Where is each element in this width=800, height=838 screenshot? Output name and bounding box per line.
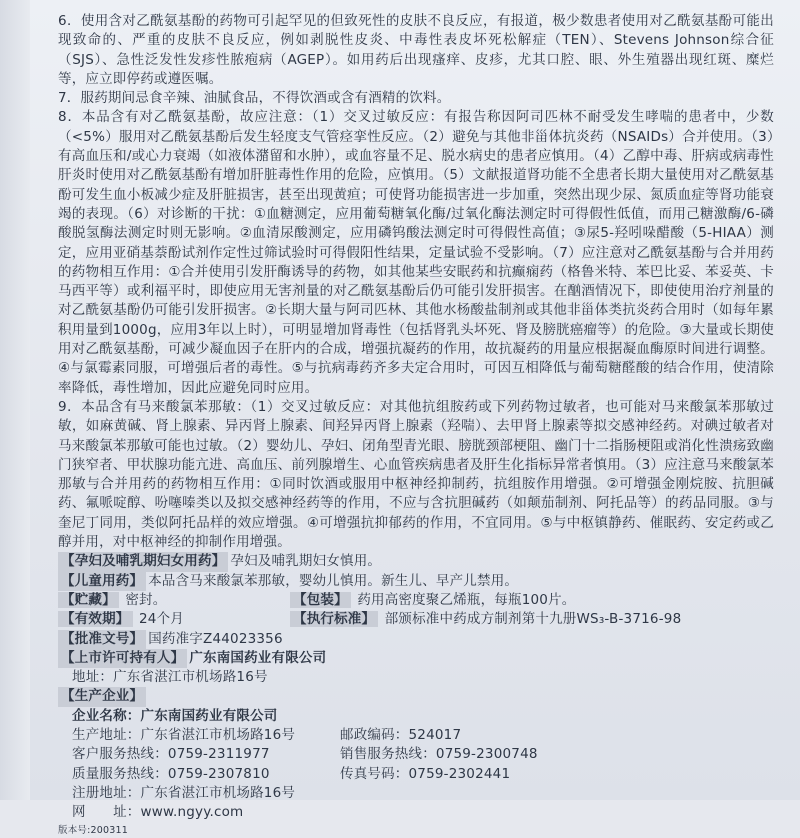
precaution-item-6: 6．使用含对乙酰氨基酚的药物可引起罕见的但致死性的皮肤不良反应，有报道，极少数患者使用对乙酰氨基酚可能出现致命的、严重的皮肤不良反应，例如剥脱性皮炎、中毒性表皮坏死松解症（TEN）、Stevens Johnson综合征（SJS）、急性泛发性发疹性脓疱病（AGEP）。如用药后出现瘙痒、皮疹，尤其口腔、眼、外生殖器出现红斑、糜烂等，应立即停药或遵医嘱。 <box>58 13 774 87</box>
precaution-item-8: 8．本品含有对乙酰氨基酚，故应注意：（1）交叉过敏反应：有报告称因阿司匹林不耐受发生哮喘的患者中，少数（<5%）服用对乙酰氨基酚后发生轻度支气管痉挛性反应。（2）避免与其他非甾体抗炎药（NSAIDs）合并使用。（3）有高血压和/或心力衰竭（如液体潴留和水肿），或血容量不足、脱水病史的患者应慎用。（4）乙醇中毒、肝病或病毒性肝炎时使用对乙酰氨基酚有增加肝脏毒性作用的危险，应慎用。（5）文献报道肾功能不全患者长期大量使用对乙酰氨基酚可发生血小板减少症及肝脏损害，甚至出现黄疸；可使肾功能损害进一步加重，突然出现少尿、氮质血症等肾功能衰竭的表现。（6）对诊断的干扰：①血糖测定，应用葡萄糖氧化酶/过氧化酶法测定时可得假性低值，而用己糖激酶/6-磷酸脱氢酶法测定时则无影响。②血清尿酸测定，应用磷钨酸法测定时可得假性高值；③尿5-羟吲哚醋酸（5-HIAA）测定，应用亚硝基萘酚试剂作定性过筛试验时可得假阳性结果，定量试验不受影响。（7）应注意对乙酰氨基酚与合并用药的药物相互作用：①合并使用引发肝酶诱导的药物，如其他某些安眠药和抗癫痫药（格鲁米特、苯巴比妥、苯妥英、卡马西平等）或利福平时，即使应用无害剂量的对乙酰氨基酚后仍可能引发肝损害。在酗酒情况下，即使使用治疗剂量的对乙酰氨基酚仍可能引发肝损害。②长期大量与阿司匹林、其他水杨酸盐制剂或其他非甾体类抗炎药合用时（如每年累积用量到1000g，应用3年以上时），可明显增加肾毒性（包括肾乳头坏死、肾及膀胱癌瘤等）的危险。③大量或长期使用对乙酰氨基酚，可减少凝血因子在肝内的合成，增强抗凝药的作用，故抗凝药的用量应根据凝血酶原时间进行调整。④与氯霉素同服，可增强后者的毒性。⑤与抗病毒药齐多夫定合用时，可因互相降低与葡萄糖醛酸的结合作用，使清除率降低，毒性增加，因此应避免同时应用。 <box>58 109 774 396</box>
approval-text: 国药准字Z44023356 <box>148 630 283 647</box>
version-number: 版本号:200311 <box>58 825 128 837</box>
customer-hotline: 客户服务热线：0759-2311977 <box>72 746 270 763</box>
sales-hotline: 销售服务热线：0759-2300748 <box>340 746 538 763</box>
fax-number: 传真号码：0759-2302441 <box>340 765 511 782</box>
website-label: 网 址： <box>72 804 141 821</box>
approval-section <box>58 630 774 649</box>
package-text: 药用高密度聚乙烯瓶，每瓶100片。 <box>357 591 576 608</box>
pregnancy-section <box>58 552 774 571</box>
holder-label: 【上市许可持有人】 <box>58 649 187 668</box>
pregnancy-text: 孕妇及哺乳期妇女慎用。 <box>230 553 382 570</box>
leaflet-content <box>58 12 774 838</box>
holder-text: 广东南国药业有限公司 <box>189 649 327 666</box>
holder-section <box>58 649 774 668</box>
production-address: 生产地址：广东省湛江市机场路16号 <box>72 726 296 743</box>
children-section <box>58 572 774 591</box>
validity-text: 24个月 <box>139 611 184 628</box>
validity-label: 【有效期】 <box>58 611 133 627</box>
manufacturer-section <box>58 687 774 706</box>
pregnancy-label: 【孕妇及哺乳期妇女用药】 <box>58 552 228 571</box>
children-label: 【儿童用药】 <box>58 572 146 591</box>
registered-address: 注册地址：广东省湛江市机场路16号 <box>72 784 296 801</box>
validity-standard-row <box>58 610 774 629</box>
precaution-item-7: 7．服药期间忌食辛辣、油腻食品，不得饮酒或含有酒精的饮料。 <box>58 90 451 107</box>
quality-hotline: 质量服务热线：0759-2307810 <box>72 765 270 782</box>
package-label: 【包装】 <box>290 592 351 608</box>
storage-label: 【贮藏】 <box>58 592 119 608</box>
hotline-row-2 <box>58 765 774 784</box>
address-postcode-row <box>58 726 774 745</box>
postcode: 邮政编码：524017 <box>340 726 462 743</box>
storage-text: 密封。 <box>125 591 167 608</box>
website-link[interactable]: www.ngyy.com <box>140 804 244 821</box>
standard-label: 【执行标准】 <box>290 611 378 627</box>
website-row <box>58 803 774 822</box>
precaution-item-9: 9．本品含有马来酸氯苯那敏：（1）交叉过敏反应：对其他抗组胺药或下列药物过敏者，也可能对马来酸氯苯那敏过敏，如麻黄碱、肾上腺素、异丙肾上腺素、间羟异丙肾上腺素（羟喘）、去甲肾上腺素等拟交感神经药。对碘过敏者对马来酸氯苯那敏可能也过敏。（2）婴幼儿、孕妇、闭角型青光眼、膀胱颈部梗阻、幽门十二指肠梗阻或消化性溃疡致幽门狭窄者、甲状腺功能亢进、高血压、前列腺增生、心血管疾病患者及肝生化指标异常者慎用。（3）应注意马来酸氯苯那敏与合并用药的药物相互作用：①同时饮酒或服用中枢神经抑制药，抗组胺作用增强。②可增强金刚烷胺、抗胆碱药、氟哌啶醇、吩噻嗪类以及拟交感神经药等的作用，不应与含抗胆碱药（如颠茄制剂、阿托品等）的药品同服。③与奎尼丁同用，类似阿托品样的效应增强。④可增强抗抑郁药的作用，不宜同用。⑤与中枢镇静药、催眠药、安定药或乙醇并用，对中枢神经的抑制作用增强。 <box>58 398 774 551</box>
paper-edge <box>0 0 30 800</box>
company-name: 企业名称：广东南国药业有限公司 <box>72 707 278 724</box>
approval-label: 【批准文号】 <box>58 630 146 649</box>
children-text: 本品含马来酸氯苯那敏，婴幼儿慎用。新生儿、早产儿禁用。 <box>148 572 519 589</box>
holder-address: 地址：广东省湛江市机场路16号 <box>72 669 268 686</box>
storage-package-row <box>58 591 774 610</box>
manufacturer-label: 【生产企业】 <box>58 687 146 706</box>
standard-text: 部颁标准中药成方制剂第十九册WS₃-B-3716-98 <box>384 611 682 628</box>
hotline-row-1 <box>58 745 774 764</box>
